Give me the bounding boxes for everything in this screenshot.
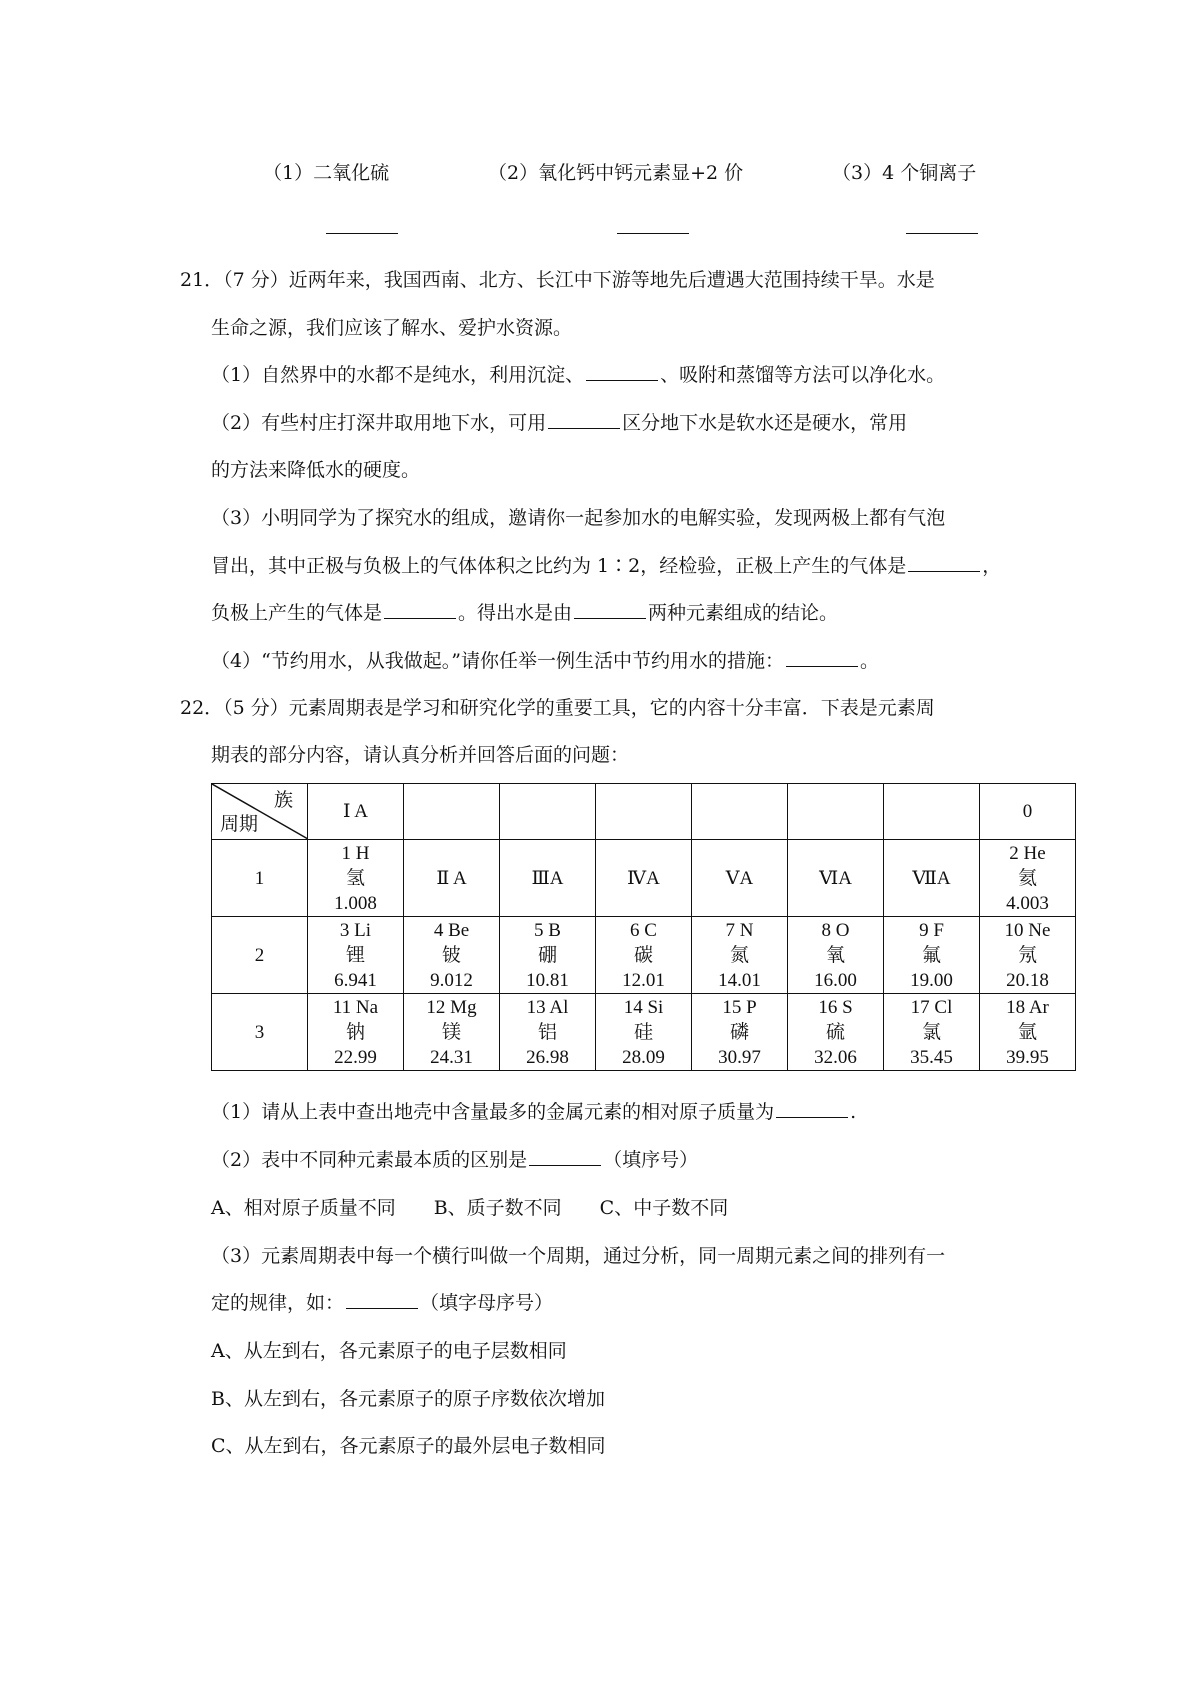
element-symbol: 7 N (725, 919, 754, 941)
q22-sub2-options: A、相对原子质量不同 B、质子数不同 C、中子数不同 (211, 1197, 729, 1219)
element-cell (500, 994, 596, 1071)
q22-sub3-option-c: C、从左到右，各元素原子的最外层电子数相同 (211, 1435, 606, 1457)
q21-part1-text-a: （1）自然界中的水都不是纯水，利用沉淀、 (211, 364, 585, 386)
q21-header-line2: 生命之源，我们应该了解水、爱护水资源。 (211, 317, 573, 339)
q21-part3-text-c2: 。得出水是由 (458, 602, 573, 624)
element-name: 氢 (345, 866, 365, 889)
element-name: 镁 (441, 1020, 461, 1043)
q20-item-2: （2）氧化钙中钙元素显+2 价 (488, 162, 744, 184)
q21-part2-line2: 的方法来降低水的硬度。 (211, 459, 421, 481)
element-cell (884, 994, 980, 1071)
q21-part3-text-b: 冒出，其中正极与负极上的气体体积之比约为 1∶2，经检验，正极上产生的气体是 (211, 555, 907, 577)
element-cell (788, 994, 884, 1071)
q22-sub3-text-b2: （填字母序号） (420, 1292, 554, 1314)
element-name: 碳 (633, 943, 653, 966)
q22-sub3-line1: （3）元素周期表中每一个横行叫做一个周期，通过分析，同一周期元素之间的排列有一 (211, 1245, 946, 1267)
table-corner-cell (212, 784, 308, 840)
element-name: 氟 (921, 943, 941, 966)
element-cell (404, 917, 500, 994)
element-name: 氖 (1017, 943, 1037, 966)
table-row (212, 840, 1076, 917)
element-mass: 28.09 (622, 1046, 665, 1068)
element-cell (404, 994, 500, 1071)
q21-part3-blank-2[interactable] (384, 617, 456, 619)
element-cell (308, 917, 404, 994)
element-symbol: 14 Si (623, 996, 664, 1018)
q22-sub2 (211, 1145, 698, 1172)
element-mass: 4.003 (1006, 892, 1049, 914)
element-name: 铍 (441, 943, 461, 966)
element-symbol: 2 He (1009, 842, 1046, 864)
q21-part4-text-b: 。 (860, 650, 880, 672)
q22-sub3-option-a: A、从左到右，各元素原子的电子层数相同 (211, 1340, 567, 1362)
q21-part4 (211, 646, 879, 673)
element-cell (980, 840, 1076, 917)
q21-part3-text-c1: 负极上产生的气体是 (211, 602, 383, 624)
element-symbol: 8 O (821, 919, 850, 941)
q22-sub1-text-a: （1）请从上表中查出地壳中含量最多的金属元素的相对原子质量为 (211, 1101, 775, 1123)
element-cell (308, 840, 404, 917)
element-cell (788, 917, 884, 994)
group-header-cell (788, 784, 884, 840)
group-header-cell: 0 (980, 784, 1076, 840)
element-symbol: 5 B (534, 919, 561, 941)
element-cell (596, 994, 692, 1071)
q20-answer-blank-3[interactable] (906, 233, 978, 234)
q22-sub2-text-b: （填序号） (603, 1149, 699, 1171)
element-mass: 16.00 (814, 969, 857, 991)
group-label-cell: ⅦA (884, 840, 980, 917)
group-header-cell (596, 784, 692, 840)
table-header-row (212, 784, 1076, 840)
element-symbol: 4 Be (433, 919, 470, 941)
group-label-cell: ⅢA (500, 840, 596, 917)
q21-part2 (211, 408, 907, 435)
element-symbol: 15 P (722, 996, 757, 1018)
element-mass: 20.18 (1006, 969, 1049, 991)
element-mass: 6.941 (334, 969, 377, 991)
group-label-cell: Ⅱ A (404, 840, 500, 917)
element-cell (500, 917, 596, 994)
element-symbol: 13 Al (526, 996, 569, 1018)
q21-part4-text-a: （4）“节约用水，从我做起。”请你任举一例生活中节约用水的措施： (211, 650, 785, 672)
element-name: 磷 (729, 1020, 749, 1043)
q22-header-line2: 期表的部分内容，请认真分析并回答后面的问题： (211, 744, 630, 766)
period-cell: 3 (212, 994, 308, 1071)
period-cell: 1 (212, 840, 308, 917)
group-header-cell (404, 784, 500, 840)
element-mass: 12.01 (622, 969, 665, 991)
q21-part1 (211, 360, 945, 387)
q22-sub3-line2 (211, 1288, 553, 1315)
group-header-cell (692, 784, 788, 840)
element-cell (596, 917, 692, 994)
q21-part3-line2 (211, 551, 1001, 578)
q20-item-3: （3）4 个铜离子 (832, 162, 977, 184)
group-header-cell (884, 784, 980, 840)
element-mass: 35.45 (910, 1046, 953, 1068)
element-mass: 19.00 (910, 969, 953, 991)
q22-sub3-option-b: B、从左到右，各元素原子的原子序数依次增加 (211, 1388, 605, 1410)
q21-part2-text-b: 区分地下水是软水还是硬水，常用 (622, 412, 908, 434)
element-symbol: 9 F (919, 919, 944, 941)
element-name: 硼 (537, 943, 557, 966)
q21-part4-blank[interactable] (786, 665, 858, 667)
table-row (212, 917, 1076, 994)
q21-part1-text-b: 、吸附和蒸馏等方法可以净化水。 (660, 364, 946, 386)
element-name: 硅 (633, 1020, 653, 1043)
q21-part3-line3 (211, 598, 838, 625)
q20-item-1: （1）二氧化硫 (263, 162, 390, 184)
element-symbol: 18 Ar (1006, 996, 1049, 1018)
element-symbol: 10 Ne (1004, 919, 1051, 941)
element-cell (692, 994, 788, 1071)
q22-sub3-text-b1: 定的规律，如： (211, 1292, 345, 1314)
q22-sub2-text-a: （2）表中不同种元素最本质的区别是 (211, 1149, 528, 1171)
element-name: 氯 (921, 1020, 941, 1043)
element-mass: 26.98 (526, 1046, 569, 1068)
q21-part3-blank-3[interactable] (574, 617, 646, 619)
q22-sub1-text-b: . (850, 1101, 857, 1123)
element-symbol: 6 C (630, 919, 657, 941)
corner-group-label: 族 (273, 789, 293, 811)
q21-header-line1: 21．（7 分）近两年来，我国西南、北方、长江中下游等地先后遭遇大范围持续干旱。水是 (180, 269, 935, 291)
element-name: 氩 (1017, 1020, 1037, 1043)
q22-sub1-blank[interactable] (776, 1116, 848, 1118)
q21-part3-text-b-end: ， (982, 555, 1002, 577)
q22-header-line1: 22．（5 分）元素周期表是学习和研究化学的重要工具，它的内容十分丰富．下表是元素周 (180, 697, 935, 719)
periodic-table (211, 783, 1076, 1071)
element-symbol: 11 Na (332, 996, 379, 1018)
element-symbol: 16 S (818, 996, 853, 1018)
q22-sub3-blank[interactable] (346, 1307, 418, 1309)
element-name: 氮 (729, 943, 749, 966)
q21-part3-blank-1[interactable] (908, 570, 980, 572)
element-mass: 1.008 (334, 892, 377, 914)
q21-part1-blank[interactable] (586, 379, 658, 381)
period-cell: 2 (212, 917, 308, 994)
element-name: 氦 (1017, 866, 1037, 889)
element-mass: 22.99 (334, 1046, 377, 1068)
q21-part2-text-a: （2）有些村庄打深井取用地下水，可用 (211, 412, 547, 434)
q20-answer-blank-2[interactable] (617, 233, 689, 234)
table-row (212, 994, 1076, 1071)
group-label-cell: ⅥA (788, 840, 884, 917)
element-cell (884, 917, 980, 994)
element-mass: 39.95 (1006, 1046, 1049, 1068)
q21-part3-line1: （3）小明同学为了探究水的组成，邀请你一起参加水的电解实验，发现两极上都有气泡 (211, 507, 946, 529)
q22-sub1 (211, 1097, 856, 1124)
element-mass: 30.97 (718, 1046, 761, 1068)
q21-part2-blank[interactable] (548, 427, 620, 429)
element-cell (308, 994, 404, 1071)
q20-answer-blank-1[interactable] (326, 233, 398, 234)
element-symbol: 12 Mg (426, 996, 477, 1018)
element-mass: 14.01 (718, 969, 761, 991)
element-cell (692, 917, 788, 994)
element-name: 铝 (537, 1020, 557, 1043)
corner-period-label: 周期 (220, 813, 259, 835)
element-name: 钠 (345, 1020, 365, 1043)
element-cell (980, 994, 1076, 1071)
element-symbol: 3 Li (339, 919, 372, 941)
group-label-cell: ⅣA (596, 840, 692, 917)
element-name: 硫 (825, 1020, 845, 1043)
element-mass: 10.81 (526, 969, 569, 991)
element-symbol: 17 Cl (910, 996, 953, 1018)
q21-part3-text-c3: 两种元素组成的结论。 (648, 602, 839, 624)
group-header-cell: Ⅰ A (308, 784, 404, 840)
q22-sub2-blank[interactable] (529, 1164, 601, 1166)
element-symbol: 1 H (341, 842, 370, 864)
group-label-cell: ⅤA (692, 840, 788, 917)
element-name: 氧 (825, 943, 845, 966)
element-name: 锂 (345, 943, 365, 966)
element-cell (980, 917, 1076, 994)
element-mass: 32.06 (814, 1046, 857, 1068)
group-header-cell (500, 784, 596, 840)
element-mass: 24.31 (430, 1046, 473, 1068)
element-mass: 9.012 (430, 969, 473, 991)
